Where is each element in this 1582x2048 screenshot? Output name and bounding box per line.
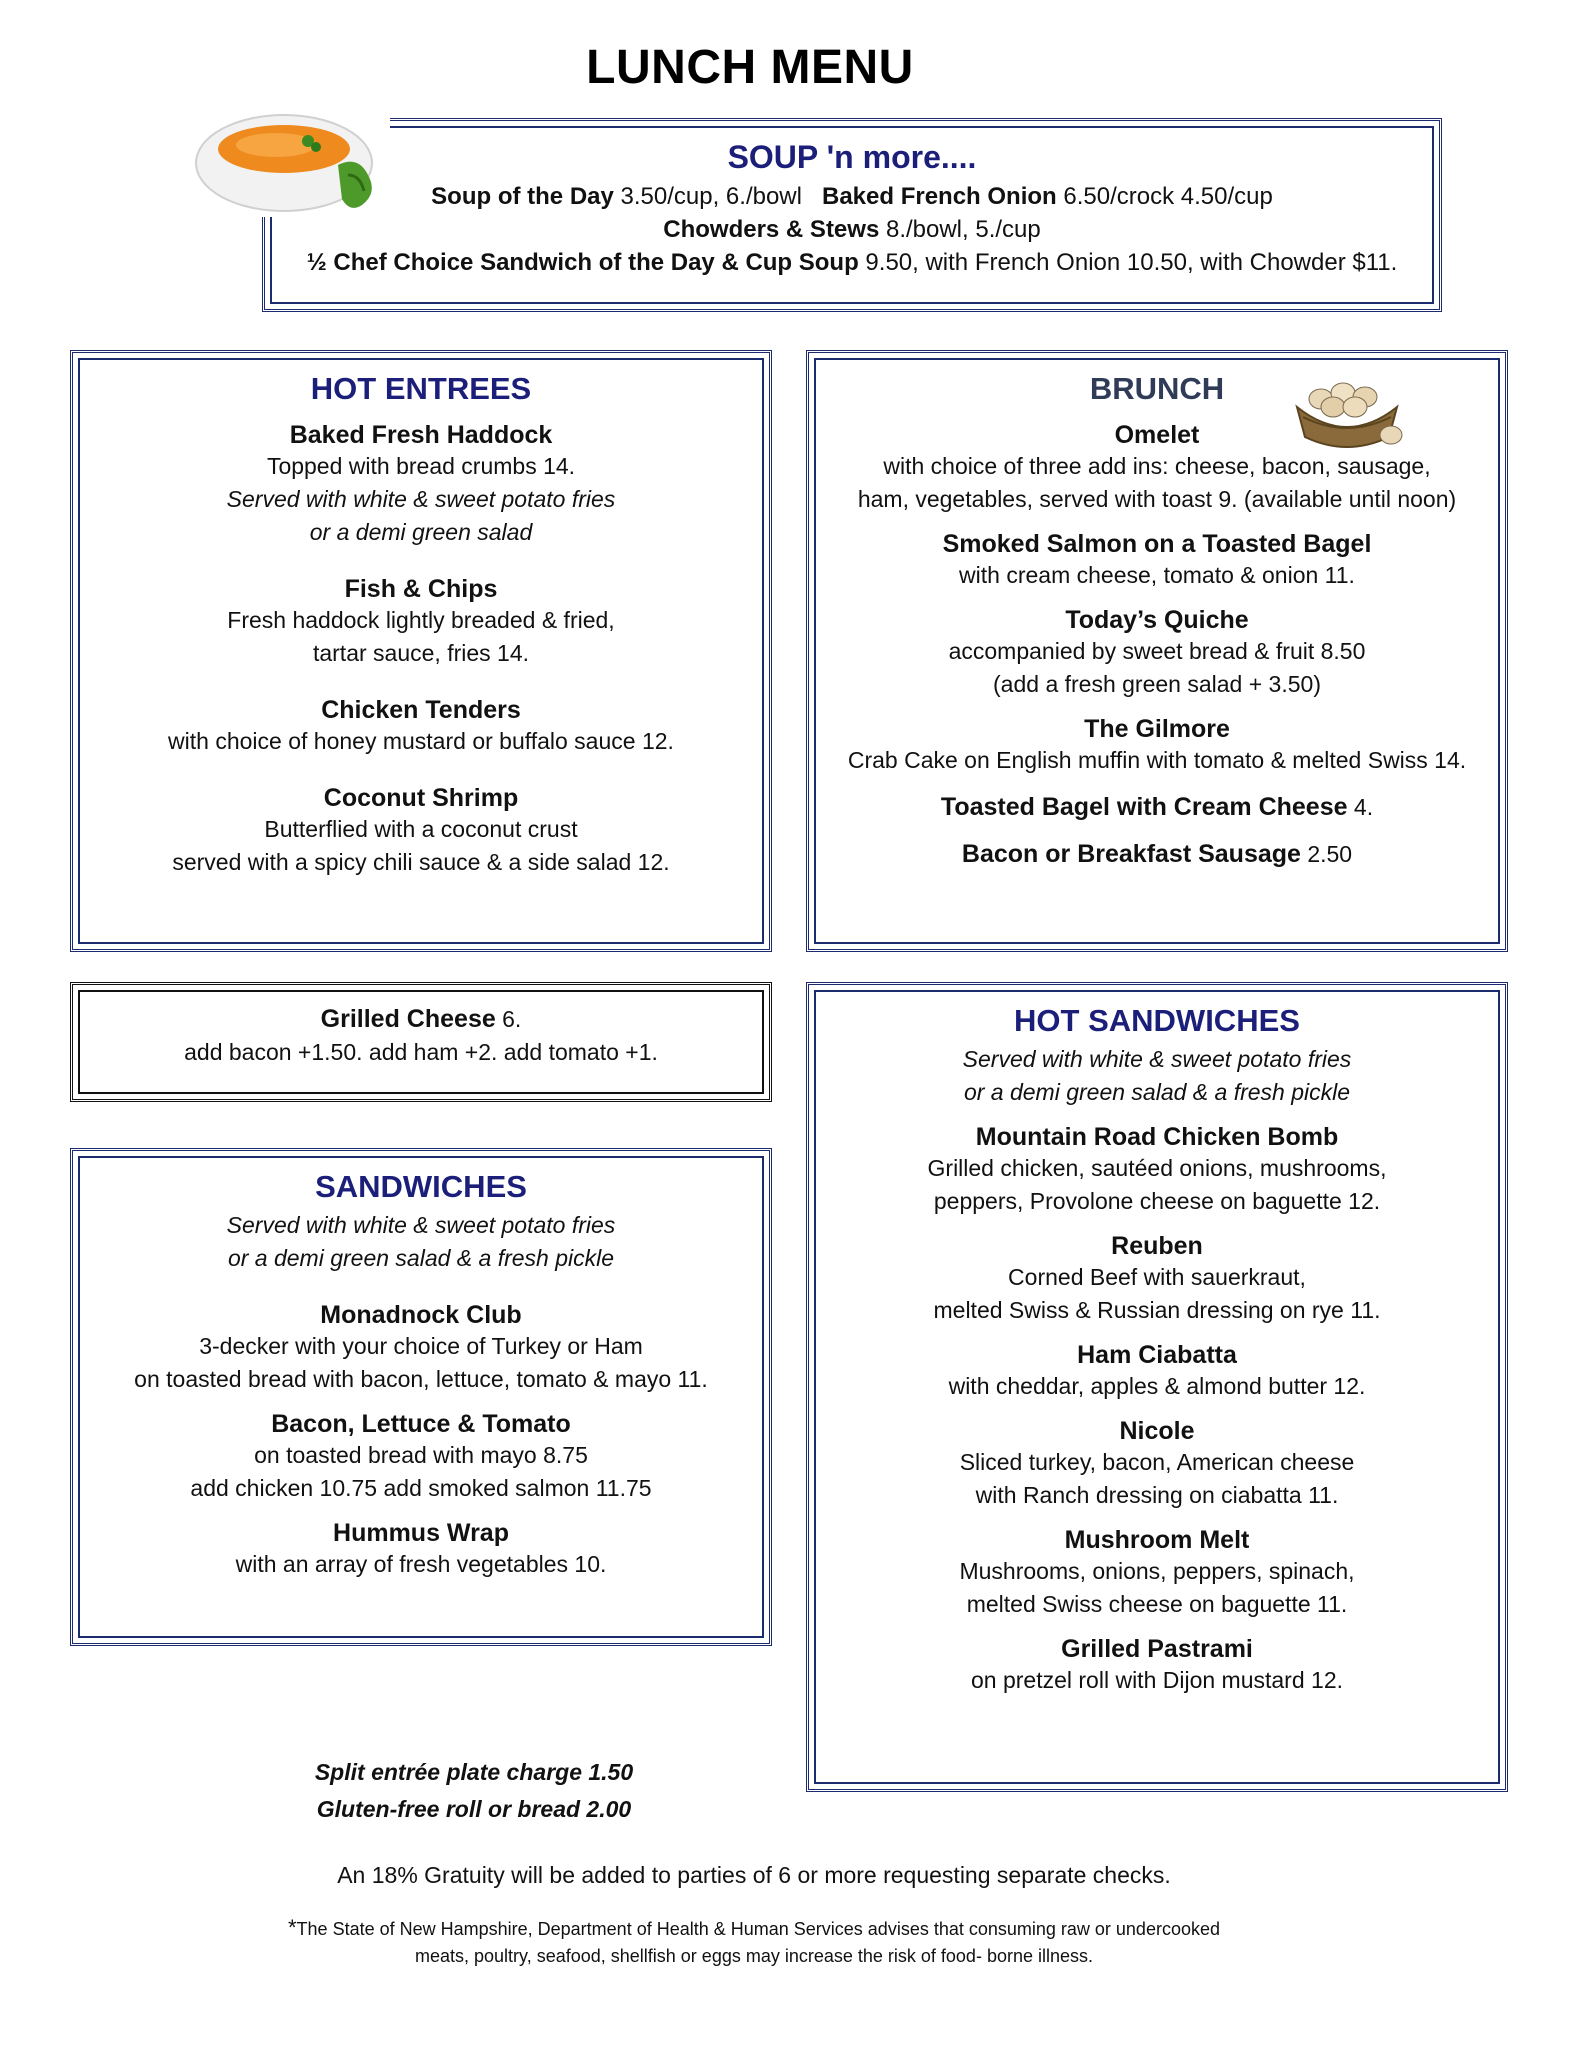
sandwiches-section <box>70 1148 772 1646</box>
item-desc: on toasted bread with bacon, lettuce, tomato & mayo 11. <box>134 1366 708 1392</box>
item-desc: (add a fresh green salad + 3.50) <box>993 671 1321 697</box>
item-name: Grilled Cheese <box>320 1005 496 1033</box>
item-desc: ham, vegetables, served with toast 9. (available until noon) <box>857 486 1457 512</box>
egg-basket-icon <box>1287 369 1407 451</box>
charges-notes <box>70 1754 878 1828</box>
health-warning <box>0 1914 1508 1970</box>
item-name: Omelet <box>1114 421 1200 449</box>
soup-of-day-name: Soup of the Day <box>431 183 614 210</box>
item-desc: peppers, Provolone cheese on baguette 12. <box>933 1188 1381 1214</box>
item-name: Baked Fresh Haddock <box>289 421 553 449</box>
soup-of-day-price: 3.50/cup, 6./bowl <box>620 183 802 210</box>
item-price: 6. <box>502 1006 522 1032</box>
brunch-section <box>806 350 1508 952</box>
item-desc: Fresh haddock lightly breaded & fried, <box>227 607 615 633</box>
item-desc: melted Swiss & Russian dressing on rye 11. <box>933 1297 1381 1323</box>
item-desc: Butterflied with a coconut crust <box>264 816 578 842</box>
item-name: Ham Ciabatta <box>1077 1341 1237 1369</box>
item-desc: Topped with bread crumbs 14. <box>266 453 576 479</box>
gluten-free-note: Gluten-free roll or bread 2.00 <box>316 1796 632 1822</box>
item-desc: Corned Beef with sauerkraut, <box>1008 1264 1306 1290</box>
item-price: 2.50 <box>1307 841 1353 867</box>
item-name: Bacon, Lettuce & Tomato <box>271 1410 571 1438</box>
section-subtitle: Served with white & sweet potato fries <box>962 1046 1352 1072</box>
chowders-name: Chowders & Stews <box>663 216 880 243</box>
item-desc: with choice of honey mustard or buffalo sauce 12. <box>168 728 674 754</box>
item-name: Smoked Salmon on a Toasted Bagel <box>942 530 1372 558</box>
section-subtitle: or a demi green salad & a fresh pickle <box>227 1245 615 1271</box>
item-name: Reuben <box>1111 1232 1203 1260</box>
item-desc: with Ranch dressing on ciabatta 11. <box>975 1482 1339 1508</box>
item-desc: 3-decker with your choice of Turkey or Ham <box>199 1333 643 1359</box>
item-desc: Grilled chicken, sautéed onions, mushrooms, <box>927 1155 1387 1181</box>
item-name: Fish & Chips <box>344 575 498 603</box>
item-desc: accompanied by sweet bread & fruit 8.50 <box>948 638 1366 664</box>
item-desc: on pretzel roll with Dijon mustard 12. <box>971 1667 1343 1693</box>
item-desc: or a demi green salad <box>309 519 533 545</box>
item-desc: with an array of fresh vegetables 10. <box>235 1551 607 1577</box>
asterisk: * <box>287 1915 297 1940</box>
item-desc: Mushrooms, onions, peppers, spinach, <box>959 1558 1355 1584</box>
grilled-cheese-section <box>70 982 772 1102</box>
french-onion-name: Baked French Onion <box>821 183 1057 210</box>
item-name: Hummus Wrap <box>333 1519 509 1547</box>
item-name: Monadnock Club <box>320 1301 522 1329</box>
item-name: Grilled Pastrami <box>1061 1635 1253 1663</box>
item-name: Chicken Tenders <box>321 696 521 724</box>
warning-line: meats, poultry, seafood, shellfish or eggs may increase the risk of food- borne illness. <box>415 1946 1093 1966</box>
soup-heading: SOUP 'n more.... <box>727 139 977 175</box>
item-desc: with cheddar, apples & almond butter 12. <box>948 1373 1366 1399</box>
soup-bowl-icon <box>188 105 390 217</box>
half-sandwich-price: 9.50, with French Onion 10.50, with Chowder $11. <box>865 249 1398 276</box>
item-name: Toasted Bagel with Cream Cheese <box>940 793 1348 821</box>
item-desc: with cream cheese, tomato & onion 11. <box>959 562 1355 588</box>
hot-sandwiches-heading: HOT SANDWICHES <box>1014 1003 1300 1038</box>
gratuity-note: An 18% Gratuity will be added to parties of 6 or more requesting separate checks. <box>337 1862 1171 1888</box>
item-desc: served with a spicy chili sauce & a side salad 12. <box>172 849 670 875</box>
brunch-heading: BRUNCH <box>1089 371 1225 406</box>
item-name: Bacon or Breakfast Sausage <box>961 840 1301 868</box>
item-name: Mushroom Melt <box>1064 1526 1250 1554</box>
item-name: Coconut Shrimp <box>323 784 519 812</box>
split-charge-note: Split entrée plate charge 1.50 <box>314 1759 634 1785</box>
hot-entrees-section <box>70 350 772 952</box>
warning-line: The State of New Hampshire, Department of Health & Human Services advises that consuming raw or undercooked <box>296 1919 1220 1939</box>
item-name: Nicole <box>1119 1417 1195 1445</box>
item-desc: add chicken 10.75 add smoked salmon 11.75 <box>190 1475 652 1501</box>
sandwiches-heading: SANDWICHES <box>315 1169 527 1204</box>
item-desc: Served with white & sweet potato fries <box>226 486 616 512</box>
item-name: The Gilmore <box>1084 715 1230 743</box>
french-onion-price: 6.50/crock 4.50/cup <box>1063 183 1273 210</box>
item-price: 4. <box>1353 794 1374 820</box>
item-name: Today’s Quiche <box>1065 606 1249 634</box>
chowders-price: 8./bowl, 5./cup <box>885 216 1041 243</box>
item-desc: add bacon +1.50. add ham +2. add tomato +1. <box>184 1039 658 1065</box>
item-desc: melted Swiss cheese on baguette 11. <box>966 1591 1348 1617</box>
item-desc: tartar sauce, fries 14. <box>312 640 530 666</box>
item-desc: with choice of three add ins: cheese, bacon, sausage, <box>883 453 1431 479</box>
hot-entrees-heading: HOT ENTREES <box>310 371 532 406</box>
hot-sandwiches-section <box>806 982 1508 1792</box>
section-subtitle: or a demi green salad & a fresh pickle <box>963 1079 1351 1105</box>
item-desc: Sliced turkey, bacon, American cheese <box>959 1449 1355 1475</box>
item-desc: on toasted bread with mayo 8.75 <box>254 1442 588 1468</box>
section-subtitle: Served with white & sweet potato fries <box>226 1212 616 1238</box>
soup-section <box>262 118 1442 312</box>
item-name: Mountain Road Chicken Bomb <box>975 1123 1339 1151</box>
half-sandwich-name: ½ Chef Choice Sandwich of the Day & Cup Soup <box>306 249 859 276</box>
page-title: LUNCH MENU <box>586 41 914 94</box>
item-desc: Crab Cake on English muffin with tomato & melted Swiss 14. <box>847 747 1467 773</box>
